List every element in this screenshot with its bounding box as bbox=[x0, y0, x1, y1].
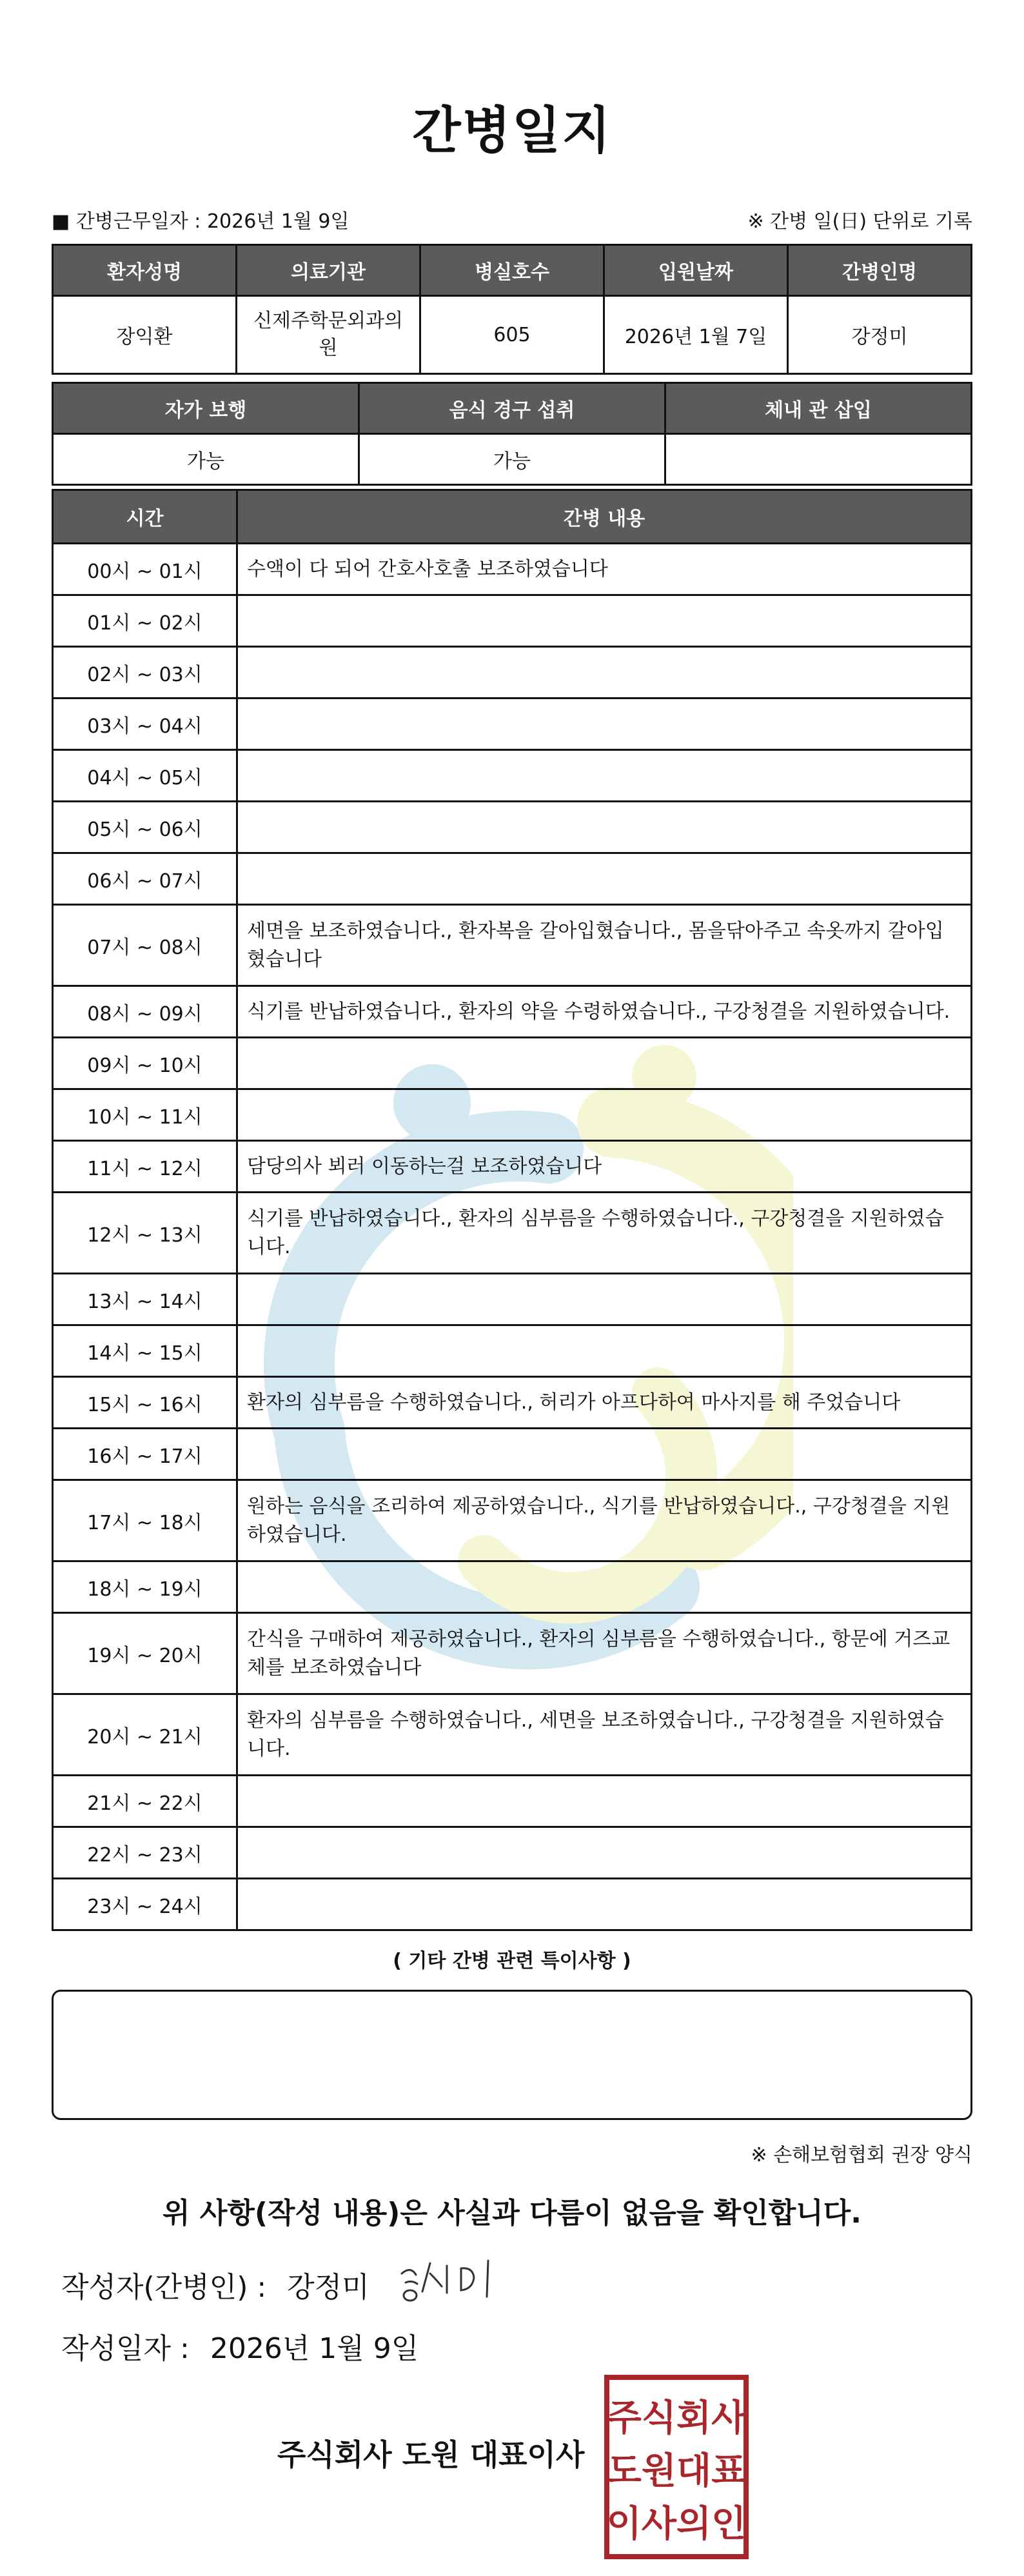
care-log-row bbox=[53, 1429, 972, 1480]
log-time: 04시 ~ 05시 bbox=[53, 750, 237, 802]
log-time: 05시 ~ 06시 bbox=[53, 802, 237, 853]
care-log-body bbox=[53, 544, 972, 1930]
patient-ability-table bbox=[52, 382, 972, 486]
log-content bbox=[237, 1827, 972, 1879]
log-time: 16시 ~ 17시 bbox=[53, 1429, 237, 1480]
log-content bbox=[237, 750, 972, 802]
form-source-note: ※ 손해보험협회 권장 양식 bbox=[751, 2144, 972, 2166]
care-log-row bbox=[53, 1089, 972, 1141]
written-date-line bbox=[61, 2325, 418, 2366]
log-content: 세면을 보조하였습니다., 환자복을 갈아입혔습니다., 몸을닦아주고 속옷까지 갈아입혔습니다 bbox=[237, 905, 972, 986]
log-content: 담당의사 뵈러 이동하는걸 보조하였습니다 bbox=[237, 1141, 972, 1193]
log-content bbox=[237, 1274, 972, 1325]
log-time: 10시 ~ 11시 bbox=[53, 1089, 237, 1141]
header-care-content: 간병 내용 bbox=[237, 490, 972, 544]
header-time: 시간 bbox=[53, 490, 237, 544]
care-log-row bbox=[53, 647, 972, 698]
ability-value-row bbox=[53, 434, 972, 485]
care-log-row bbox=[53, 1827, 972, 1879]
care-log-row bbox=[53, 1613, 972, 1694]
log-content: 원하는 음식을 조리하여 제공하였습니다., 식기를 반납하였습니다., 구강청결을 지원하였습니다. bbox=[237, 1480, 972, 1561]
log-time: 15시 ~ 16시 bbox=[53, 1377, 237, 1429]
log-content bbox=[237, 1089, 972, 1141]
care-log-row bbox=[53, 853, 972, 905]
company-seal-stamp bbox=[603, 2373, 750, 2561]
header-self-walking: 자가 보행 bbox=[53, 383, 359, 434]
record-unit-note: ※ 간병 일(日) 단위로 기록 bbox=[747, 210, 972, 233]
log-time: 00시 ~ 01시 bbox=[53, 544, 237, 595]
log-content: 수액이 다 되어 간호사호출 보조하였습니다 bbox=[237, 544, 972, 595]
work-date-label: ■ 간병근무일자 : bbox=[52, 210, 201, 233]
tube-insertion-value bbox=[665, 434, 972, 485]
writer-name: 강정미 bbox=[287, 2271, 369, 2304]
written-date-value: 2026년 1월 9일 bbox=[210, 2332, 419, 2365]
caregiver-name: 강정미 bbox=[788, 296, 972, 374]
log-time: 12시 ~ 13시 bbox=[53, 1193, 237, 1274]
svg-text:도원대표: 도원대표 bbox=[606, 2450, 747, 2492]
ability-header-row bbox=[53, 383, 972, 434]
care-log-row bbox=[53, 1141, 972, 1193]
care-log-row bbox=[53, 1038, 972, 1089]
header-tube-insertion: 체내 관 삽입 bbox=[665, 383, 972, 434]
log-time: 11시 ~ 12시 bbox=[53, 1141, 237, 1193]
log-content bbox=[237, 1038, 972, 1089]
header-oral-intake: 음식 경구 섭취 bbox=[359, 383, 665, 434]
patient-info-header-row bbox=[53, 245, 972, 296]
log-content bbox=[237, 853, 972, 905]
care-log-row bbox=[53, 1274, 972, 1325]
patient-name: 장익환 bbox=[53, 296, 237, 374]
care-log-row bbox=[53, 1776, 972, 1827]
log-time: 14시 ~ 15시 bbox=[53, 1325, 237, 1377]
care-log-row bbox=[53, 905, 972, 986]
header-caregiver-name: 간병인명 bbox=[788, 245, 972, 296]
log-time: 20시 ~ 21시 bbox=[53, 1694, 237, 1776]
patient-info-value-row bbox=[53, 296, 972, 374]
care-log-row bbox=[53, 1879, 972, 1930]
log-content: 식기를 반납하였습니다., 환자의 약을 수령하였습니다., 구강청결을 지원하였습니다. bbox=[237, 986, 972, 1038]
room-number: 605 bbox=[420, 296, 604, 374]
header-room-number: 병실호수 bbox=[420, 245, 604, 296]
log-content bbox=[237, 698, 972, 750]
header-hospital: 의료기관 bbox=[237, 245, 420, 296]
care-log-table bbox=[52, 489, 972, 1931]
log-time: 17시 ~ 18시 bbox=[53, 1480, 237, 1561]
page-title: 간병일지 bbox=[412, 102, 612, 160]
company-representative: 주식회사 도원 대표이사 bbox=[277, 2437, 585, 2472]
log-time: 03시 ~ 04시 bbox=[53, 698, 237, 750]
self-walking-value: 가능 bbox=[53, 434, 359, 485]
log-content bbox=[237, 595, 972, 647]
log-content bbox=[237, 802, 972, 853]
work-date-value: 2026년 1월 9일 bbox=[206, 210, 350, 233]
log-content bbox=[237, 1561, 972, 1613]
patient-info-table bbox=[52, 244, 972, 375]
log-content: 식기를 반납하였습니다., 환자의 심부름을 수행하였습니다., 구강청결을 지원하였습니다. bbox=[237, 1193, 972, 1274]
special-notes-box bbox=[52, 1990, 972, 2120]
header-admission-date: 입원날짜 bbox=[604, 245, 788, 296]
log-time: 09시 ~ 10시 bbox=[53, 1038, 237, 1089]
header-patient-name: 환자성명 bbox=[53, 245, 237, 296]
log-time: 21시 ~ 22시 bbox=[53, 1776, 237, 1827]
log-content bbox=[237, 1325, 972, 1377]
admission-date: 2026년 1월 7일 bbox=[604, 296, 788, 374]
care-log-row bbox=[53, 750, 972, 802]
svg-text:주식회사: 주식회사 bbox=[606, 2397, 747, 2439]
log-content: 환자의 심부름을 수행하였습니다., 세면을 보조하였습니다., 구강청결을 지원하였습니다. bbox=[237, 1694, 972, 1776]
written-date-label: 작성일자 : bbox=[61, 2332, 190, 2365]
care-log-row bbox=[53, 802, 972, 853]
care-log-row bbox=[53, 595, 972, 647]
log-time: 23시 ~ 24시 bbox=[53, 1879, 237, 1930]
care-log-row bbox=[53, 698, 972, 750]
care-log-row bbox=[53, 1325, 972, 1377]
care-log-row bbox=[53, 1377, 972, 1429]
log-time: 19시 ~ 20시 bbox=[53, 1613, 237, 1694]
work-date bbox=[52, 205, 350, 233]
oral-intake-value: 가능 bbox=[359, 434, 665, 485]
log-time: 07시 ~ 08시 bbox=[53, 905, 237, 986]
handwritten-signature bbox=[397, 2254, 506, 2306]
writer-line bbox=[61, 2264, 369, 2305]
log-content: 간식을 구매하여 제공하였습니다., 환자의 심부름을 수행하였습니다., 항문에 거즈교체를 보조하였습니다 bbox=[237, 1613, 972, 1694]
log-content: 환자의 심부름을 수행하였습니다., 허리가 아프다하여 마사지를 해 주었습니다 bbox=[237, 1377, 972, 1429]
care-log-header-row bbox=[53, 490, 972, 544]
log-content bbox=[237, 647, 972, 698]
log-time: 06시 ~ 07시 bbox=[53, 853, 237, 905]
confirmation-statement: 위 사항(작성 내용)은 사실과 다름이 없음을 확인합니다. bbox=[162, 2197, 862, 2230]
care-log-row bbox=[53, 986, 972, 1038]
log-time: 01시 ~ 02시 bbox=[53, 595, 237, 647]
hospital-name: 신제주학문외과의원 bbox=[237, 296, 420, 374]
care-log-row bbox=[53, 1561, 972, 1613]
care-log-row bbox=[53, 1480, 972, 1561]
log-content bbox=[237, 1429, 972, 1480]
special-notes-title: ( 기타 간병 관련 특이사항 ) bbox=[393, 1950, 631, 1972]
care-log-row bbox=[53, 1193, 972, 1274]
care-log-row bbox=[53, 544, 972, 595]
writer-label: 작성자(간병인) : bbox=[61, 2271, 267, 2304]
log-time: 08시 ~ 09시 bbox=[53, 986, 237, 1038]
log-time: 22시 ~ 23시 bbox=[53, 1827, 237, 1879]
log-time: 02시 ~ 03시 bbox=[53, 647, 237, 698]
log-content bbox=[237, 1879, 972, 1930]
log-time: 18시 ~ 19시 bbox=[53, 1561, 237, 1613]
log-content bbox=[237, 1776, 972, 1827]
care-log-row bbox=[53, 1694, 972, 1776]
svg-text:이사의인: 이사의인 bbox=[606, 2503, 747, 2545]
log-time: 13시 ~ 14시 bbox=[53, 1274, 237, 1325]
